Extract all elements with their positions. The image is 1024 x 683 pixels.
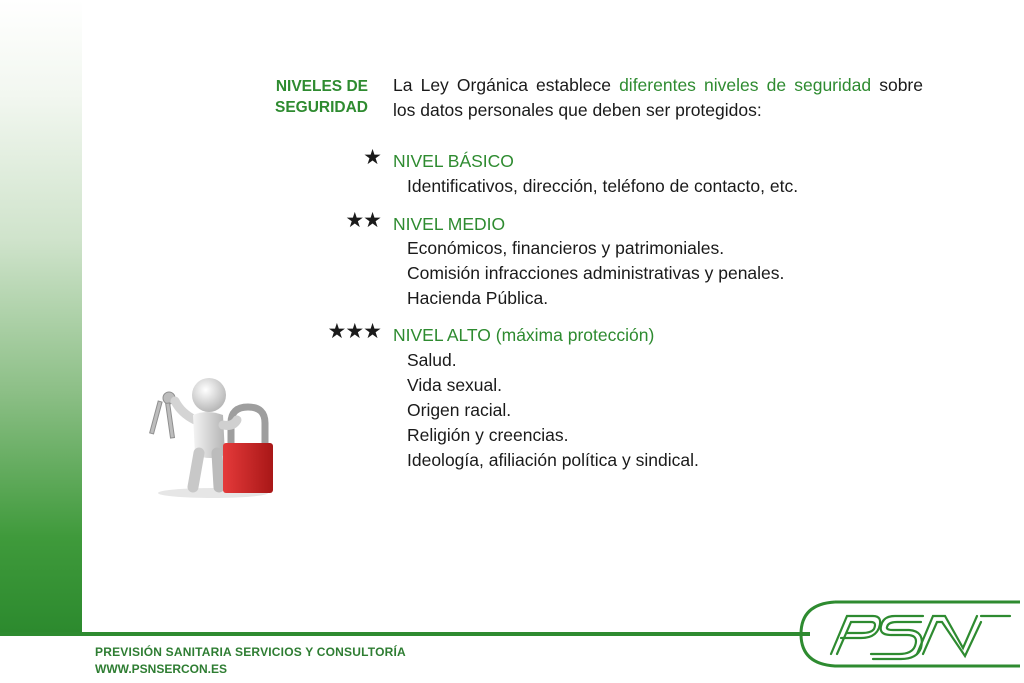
level-items-alto	[407, 348, 699, 473]
footer-website-link[interactable]: WWW.PSNSERCON.ES	[95, 662, 228, 676]
star-icon: ★	[363, 146, 381, 169]
level-title-alto: NIVEL ALTO (máxima protección)	[393, 325, 655, 345]
list-item: Origen racial.	[407, 400, 512, 420]
list-item: Comisión infracciones administrativas y penales.	[407, 263, 785, 283]
list-item: Hacienda Pública.	[407, 288, 549, 308]
padlock-icon	[223, 443, 273, 493]
list-item: Salud.	[407, 350, 457, 370]
level-title-medio: NIVEL MEDIO	[393, 214, 506, 234]
list-item: Identificativos, dirección, teléfono de contacto, etc.	[407, 176, 799, 196]
star-icon: ★★★	[327, 320, 381, 343]
level-items-basico	[407, 174, 798, 199]
psn-logo	[795, 596, 1020, 672]
star-icon: ★★	[345, 209, 381, 232]
list-item: Vida sexual.	[407, 375, 503, 395]
footer-company-name: PREVISIÓN SANITARIA SERVICIOS Y CONSULTORÍA	[95, 645, 406, 659]
intro-paragraph: La Ley Orgánica establece diferentes niveles de seguridad sobre los datos personales que deben ser protegidos:	[393, 75, 923, 120]
list-item: Religión y creencias.	[407, 425, 569, 445]
sidebar-gradient-band	[0, 0, 82, 633]
footer-divider-line	[0, 632, 810, 636]
level-title-basico: NIVEL BÁSICO	[393, 151, 514, 171]
list-item: Económicos, financieros y patrimoniales.	[407, 238, 725, 258]
level-items-medio	[407, 236, 784, 311]
person-with-keys-and-padlock-illustration	[145, 365, 285, 500]
section-heading: NIVELES DE SEGURIDAD	[274, 78, 368, 116]
intro-highlight: diferentes niveles de seguridad	[619, 75, 872, 95]
list-item: Ideología, afiliación política y sindical.	[407, 450, 699, 470]
